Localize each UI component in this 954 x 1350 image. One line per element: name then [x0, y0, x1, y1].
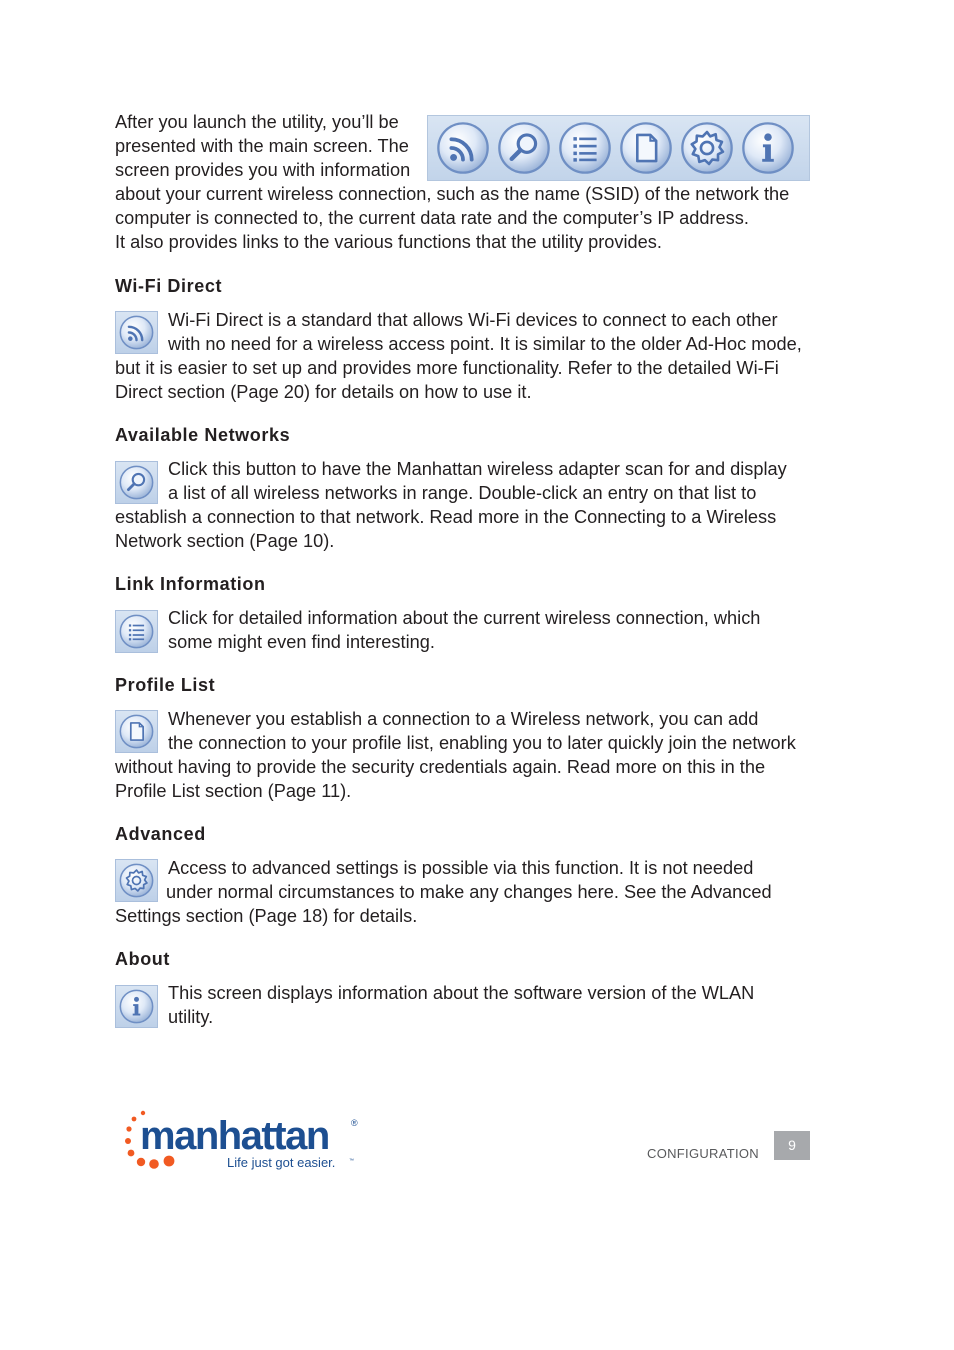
gear-icon — [678, 119, 736, 177]
intro-line: computer is connected to, the current data rate and the computer’s IP address. — [115, 208, 749, 228]
utility-toolbar-image — [427, 115, 810, 181]
body-line: under normal circumstances to make any changes here. See the Advanced — [166, 882, 772, 902]
list-icon — [556, 119, 614, 177]
section-heading: Link Information — [115, 574, 266, 594]
body-line: Click for detailed information about the current wireless connection, which — [168, 608, 761, 628]
intro-line: After you launch the utility, you’ll be — [115, 112, 399, 132]
body-line: utility. — [168, 1007, 214, 1027]
body-line: the connection to your profile list, enabling you to later quickly join the network — [168, 733, 796, 753]
intro-line: presented with the main screen. The — [115, 136, 409, 156]
body-line: Settings section (Page 18) for details. — [115, 906, 418, 926]
wifi-direct-icon — [434, 119, 492, 177]
section-heading: Wi-Fi Direct — [115, 276, 223, 296]
body-line: but it is easier to set up and provides more functionality. Refer to the detailed Wi-Fi — [115, 358, 779, 378]
body-line: Wi-Fi Direct is a standard that allows Wi-Fi devices to connect to each other — [168, 310, 778, 330]
body-line: Network section (Page 10). — [115, 531, 335, 551]
intro-line: It also provides links to the various functions that the utility provides. — [115, 232, 662, 252]
body-line: a list of all wireless networks in range. Double-click an entry on that list to — [168, 483, 757, 503]
section-body — [115, 457, 840, 553]
section-body — [115, 606, 840, 654]
logo-tagline: Life just got easier. — [227, 1155, 336, 1170]
profile-icon — [617, 119, 675, 177]
section-heading: Profile List — [115, 675, 216, 695]
body-line: Direct section (Page 20) for details on how to use it. — [115, 382, 532, 402]
trademark-mark: ™ — [349, 1158, 354, 1164]
body-line: establish a connection to that network. Read more in the Connecting to a Wireless — [115, 507, 777, 527]
body-line: This screen displays information about the software version of the WLAN — [168, 983, 755, 1003]
section-heading: About — [115, 949, 170, 969]
intro-line: about your current wireless connection, such as the name (SSID) of the network the — [115, 184, 790, 204]
info-icon — [739, 119, 797, 177]
body-line: Access to advanced settings is possible via this function. It is not needed — [168, 858, 754, 878]
intro-line: screen provides you with information — [115, 160, 411, 180]
body-line: with no need for a wireless access point. It is similar to the older Ad-Hoc mode, — [168, 334, 802, 354]
section-heading: Available Networks — [115, 425, 291, 445]
logo-wordmark: manhattan — [140, 1114, 329, 1158]
body-line: without having to provide the security credentials again. Read more on this in the — [115, 757, 766, 777]
section-body — [115, 981, 840, 1029]
page-number: 9 — [774, 1131, 810, 1160]
body-line: Profile List section (Page 11). — [115, 781, 352, 801]
section-body — [115, 707, 840, 803]
body-line: Click this button to have the Manhattan wireless adapter scan for and display — [168, 459, 787, 479]
section-label: CONFIGURATION — [647, 1146, 759, 1161]
section-heading: Advanced — [115, 824, 206, 844]
manhattan-logo — [120, 1100, 370, 1180]
search-icon — [495, 119, 553, 177]
section-body — [115, 856, 840, 928]
body-line: some might even find interesting. — [168, 632, 435, 652]
body-line: Whenever you establish a connection to a Wireless network, you can add — [168, 709, 759, 729]
registered-mark: ® — [351, 1118, 358, 1128]
section-body — [115, 308, 840, 404]
